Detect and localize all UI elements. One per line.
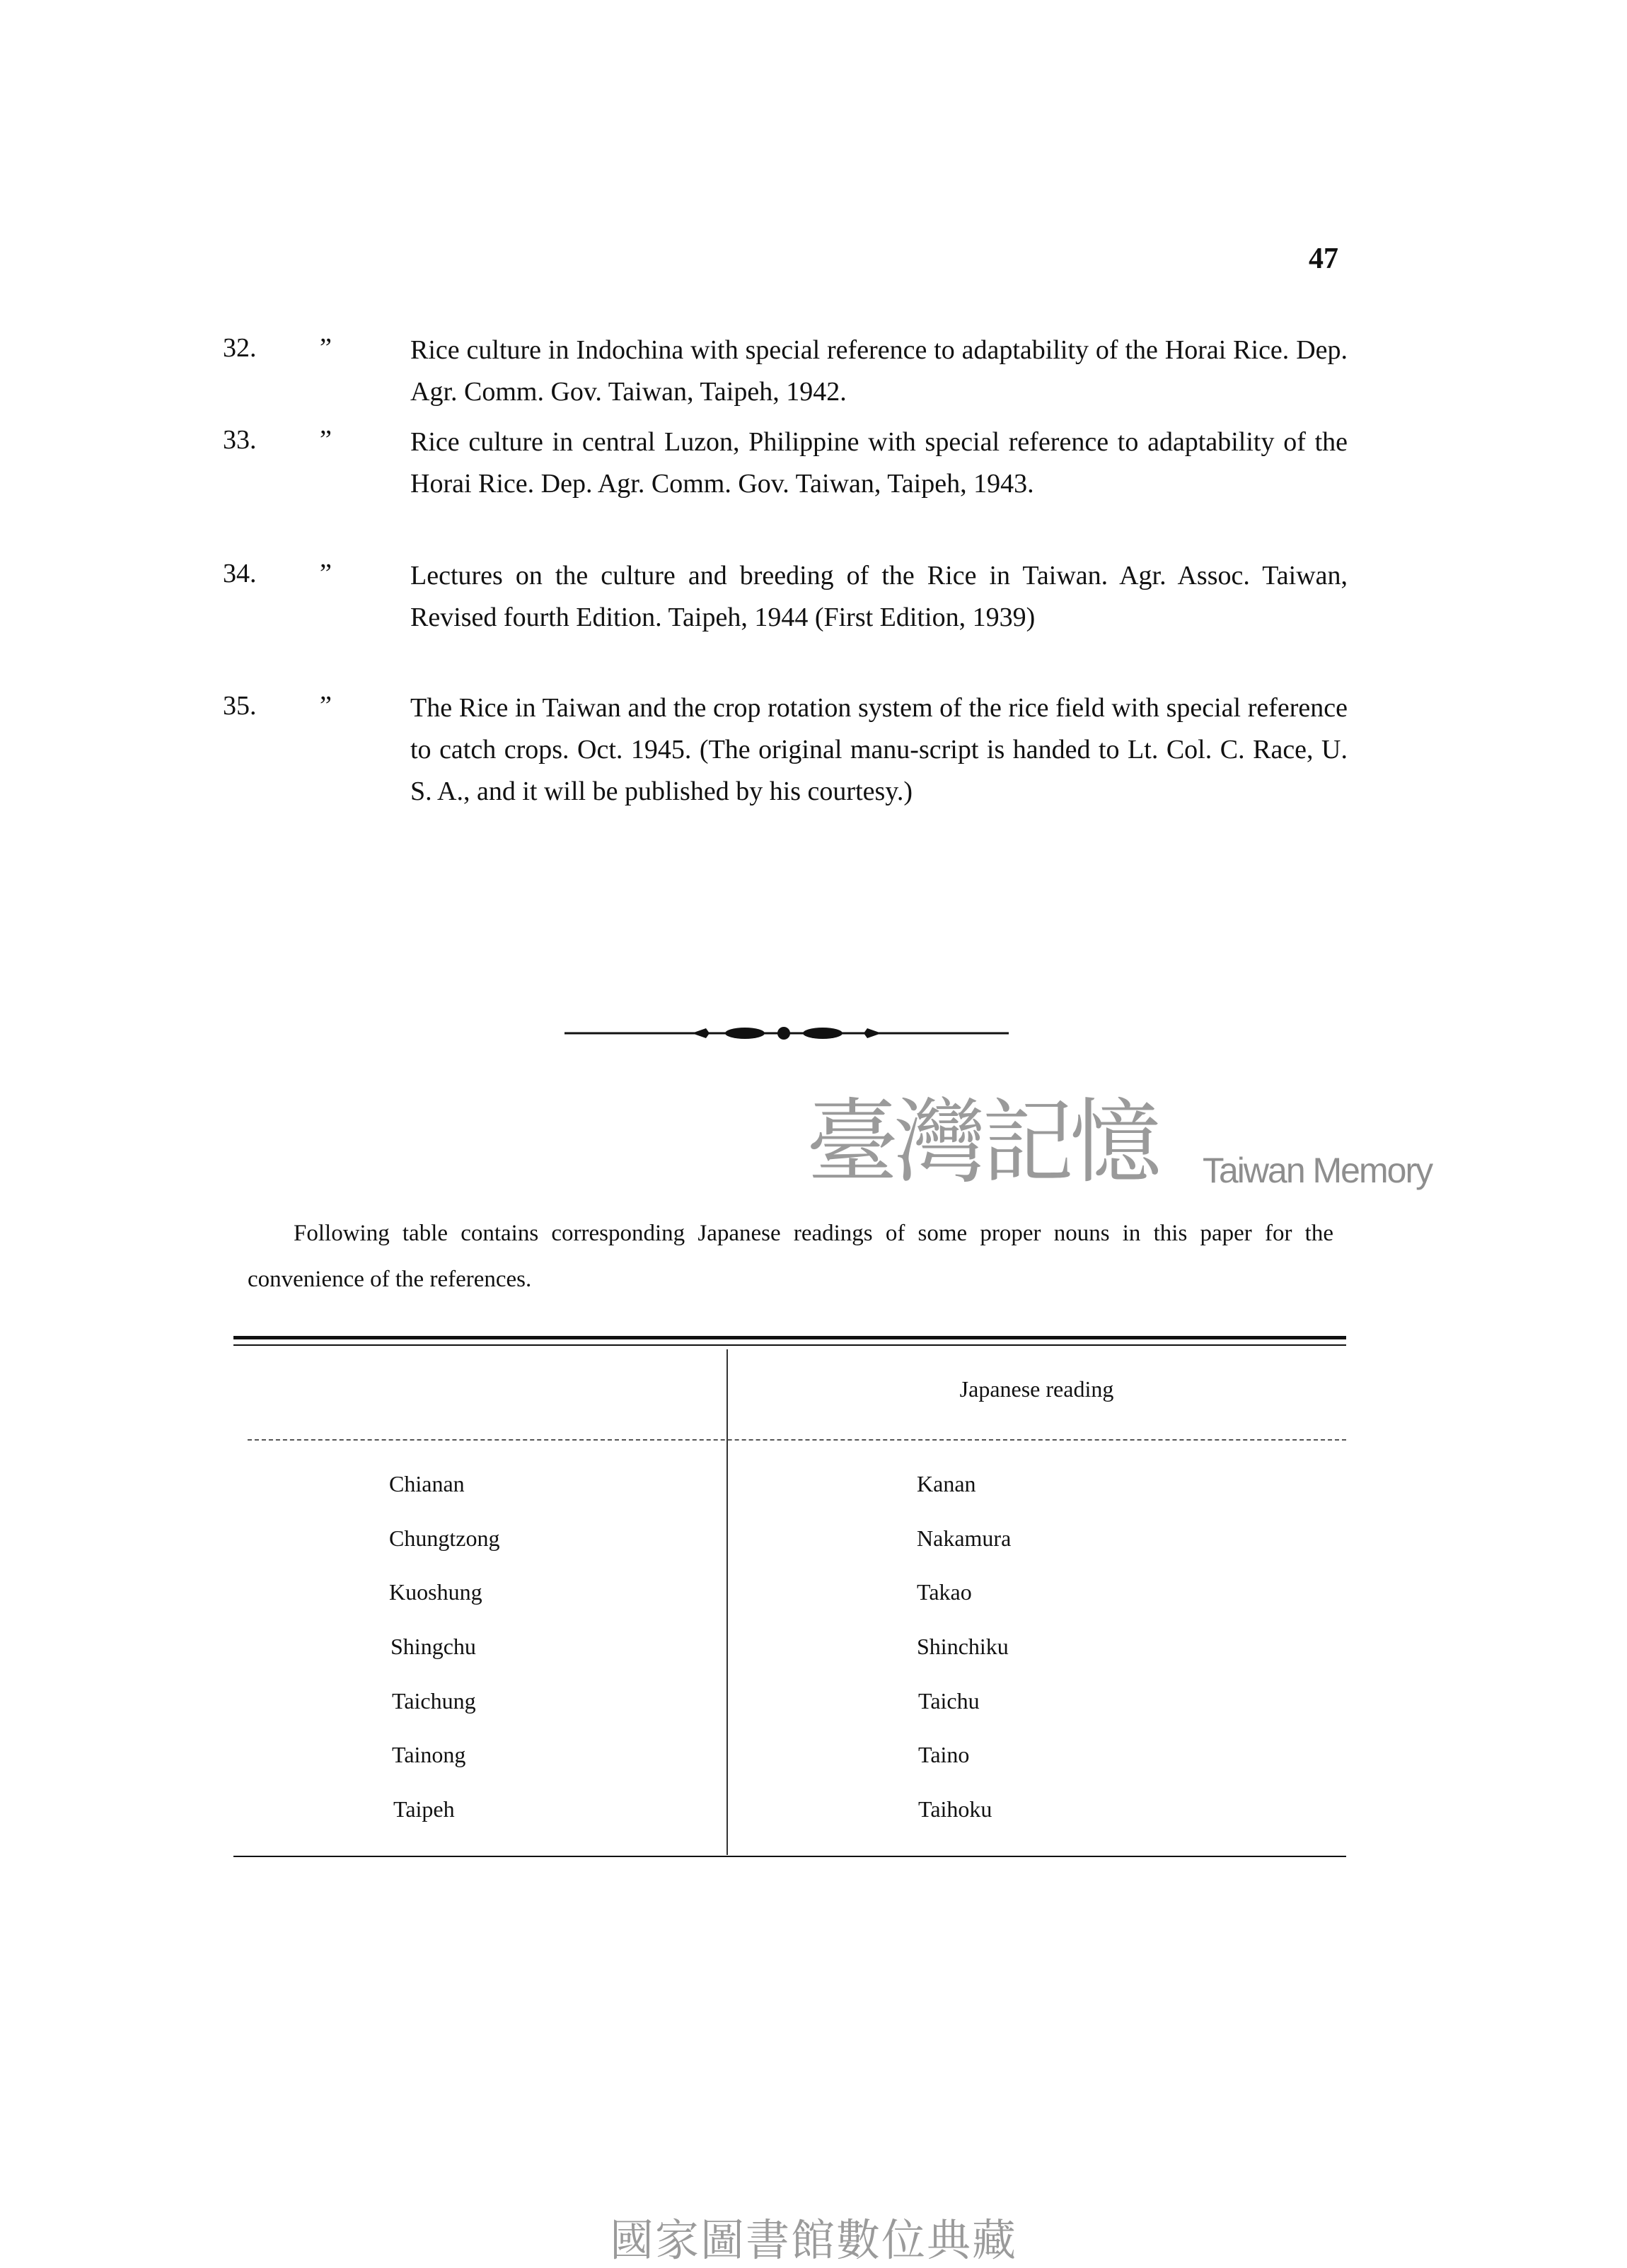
reference-number: 35.: [223, 691, 257, 721]
table-top-rule: [233, 1336, 1346, 1339]
watermark-logo: [806, 1088, 1514, 1196]
ditto-mark: ”: [320, 425, 332, 455]
intro-paragraph: Following table contains corresponding Japanese readings of some proper nouns in this paper for the convenience of the references.: [248, 1221, 1333, 1292]
japanese-reading: Taichu: [918, 1688, 980, 1714]
ditto-mark: ”: [320, 691, 332, 721]
column-divider: [726, 1349, 728, 1855]
japanese-reading: Taihoku: [918, 1796, 992, 1822]
ornament-divider: [564, 1024, 1009, 1042]
ditto-mark: ”: [320, 559, 332, 588]
place-name: Shingchu: [390, 1634, 476, 1659]
place-name: Chungtzong: [389, 1525, 500, 1551]
reference-number: 34.: [223, 559, 257, 588]
library-footer: 國家圖書館數位典藏: [609, 2214, 1017, 2266]
place-name: Chianan: [389, 1471, 465, 1496]
japanese-reading: Taino: [918, 1742, 970, 1767]
reference-text: Lectures on the culture and breeding of the Rice in Taiwan. Agr. Assoc. Taiwan, Revised fourth Edition. Taipeh, 1944 (First Edition, 1939): [410, 561, 1348, 632]
page-number: 47: [1309, 243, 1338, 275]
reference-number: 32.: [223, 333, 257, 363]
place-name: Kuoshung: [389, 1579, 482, 1605]
japanese-reading: Takao: [917, 1579, 972, 1605]
reference-number: 33.: [223, 425, 257, 455]
table-bottom-rule: [233, 1856, 1346, 1857]
reference-text: Rice culture in central Luzon, Philippine with special reference to adaptability of the Horai Rice. Dep. Agr. Comm. Gov. Taiwan, Taipeh, 1943.: [410, 427, 1348, 499]
japanese-reading: Kanan: [917, 1471, 976, 1496]
japanese-reading: Shinchiku: [917, 1634, 1009, 1659]
column-header-japanese-reading: Japanese reading: [959, 1376, 1114, 1402]
watermark-english: Taiwan Memory: [1203, 1151, 1432, 1190]
place-name: Tainong: [392, 1742, 466, 1767]
japanese-reading: Nakamura: [917, 1525, 1012, 1551]
place-name: Taichung: [392, 1688, 476, 1714]
reference-text: Rice culture in Indochina with special reference to adaptability of the Horai Rice. Dep. Agr. Comm. Gov. Taiwan, Taipeh, 1942.: [410, 335, 1348, 407]
reference-text: The Rice in Taiwan and the crop rotation system of the rice field with special reference to catch crops. Oct. 1945. (The original manu-script is handed to Lt. Col. C. Race, U. S. A., and it will be published by his courtesy.): [410, 693, 1348, 806]
header-rule: [248, 1439, 1346, 1441]
place-name: Taipeh: [393, 1796, 455, 1822]
watermark-chinese: 臺灣記憶: [806, 1088, 1158, 1196]
ditto-mark: ”: [320, 333, 332, 363]
table-top-rule-thin: [233, 1344, 1346, 1346]
